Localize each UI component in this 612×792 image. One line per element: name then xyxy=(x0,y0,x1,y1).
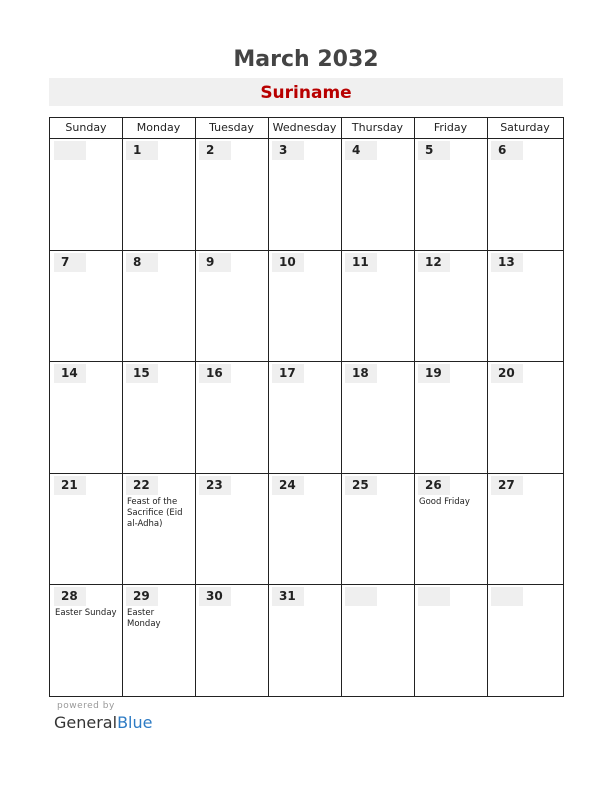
day-cell-19[interactable] xyxy=(414,362,487,473)
day-cell-28[interactable] xyxy=(50,585,122,697)
page-title: March 2032 xyxy=(233,47,379,72)
generalblue-logo[interactable] xyxy=(54,713,152,732)
day-number: 4 xyxy=(352,143,361,157)
powered-by-label: powered by xyxy=(57,701,115,711)
day-cell-21[interactable] xyxy=(50,474,122,585)
day-number: 20 xyxy=(498,366,515,381)
column-divider xyxy=(268,118,269,696)
day-cell-9[interactable] xyxy=(195,251,268,362)
day-number: 2 xyxy=(206,143,215,157)
day-cell-8[interactable] xyxy=(122,251,195,362)
weekday-header-sunday: Sunday xyxy=(65,121,107,134)
day-number: 21 xyxy=(61,477,78,492)
day-cell-18[interactable] xyxy=(341,362,414,473)
day-cell-7[interactable] xyxy=(50,251,122,362)
day-number: 8 xyxy=(133,254,142,269)
day-cell-5[interactable] xyxy=(414,139,487,250)
day-number: 13 xyxy=(498,254,515,269)
column-divider xyxy=(195,118,196,696)
day-number: 27 xyxy=(498,477,515,492)
day-cell-26[interactable] xyxy=(414,474,487,585)
day-number: 19 xyxy=(425,366,442,381)
day-cell-22[interactable] xyxy=(122,474,195,585)
day-cell-3[interactable] xyxy=(268,139,341,250)
day-number: 6 xyxy=(498,143,507,157)
day-cell-25[interactable] xyxy=(341,474,414,585)
day-number: 1 xyxy=(133,143,142,157)
day-number: 26 xyxy=(425,477,442,492)
day-cell-4[interactable] xyxy=(341,139,414,250)
day-number: 24 xyxy=(279,477,296,492)
day-number-box xyxy=(491,587,523,606)
day-cell-13[interactable] xyxy=(487,251,563,362)
day-number: 14 xyxy=(61,366,78,381)
day-cell-27[interactable] xyxy=(487,474,563,585)
day-number: 9 xyxy=(206,254,215,269)
weekday-header-tuesday: Tuesday xyxy=(209,121,254,134)
day-number: 10 xyxy=(279,254,296,269)
day-number: 25 xyxy=(352,477,369,492)
day-cell-12[interactable] xyxy=(414,251,487,362)
day-cell-16[interactable] xyxy=(195,362,268,473)
empty-day-cell xyxy=(341,585,414,697)
day-number: 29 xyxy=(133,589,150,604)
weekday-header-saturday: Saturday xyxy=(500,121,550,134)
empty-day-cell xyxy=(50,139,122,250)
column-divider xyxy=(487,118,488,696)
day-number: 23 xyxy=(206,477,223,492)
day-cell-23[interactable] xyxy=(195,474,268,585)
column-divider xyxy=(122,118,123,696)
weekday-header-wednesday: Wednesday xyxy=(272,121,337,134)
brand-blue-text: Blue xyxy=(117,713,153,732)
day-number: 5 xyxy=(425,143,434,157)
day-cell-6[interactable] xyxy=(487,139,563,250)
day-cell-30[interactable] xyxy=(195,585,268,697)
brand-general-text: General xyxy=(54,713,118,732)
day-number: 30 xyxy=(206,589,223,604)
weekday-header-thursday: Thursday xyxy=(351,121,404,134)
day-number-box xyxy=(418,587,450,606)
empty-day-cell xyxy=(487,585,563,697)
day-number: 18 xyxy=(352,366,369,381)
day-number: 22 xyxy=(133,477,150,492)
day-number: 15 xyxy=(133,366,150,381)
weekday-header-monday: Monday xyxy=(136,121,181,134)
day-cell-17[interactable] xyxy=(268,362,341,473)
day-cell-14[interactable] xyxy=(50,362,122,473)
day-cell-31[interactable] xyxy=(268,585,341,697)
day-cell-29[interactable] xyxy=(122,585,195,697)
day-cell-15[interactable] xyxy=(122,362,195,473)
day-number: 11 xyxy=(352,254,369,269)
day-number: 31 xyxy=(279,589,296,604)
country-name: Suriname xyxy=(260,83,352,103)
day-cell-24[interactable] xyxy=(268,474,341,585)
day-number: 7 xyxy=(61,254,70,269)
day-number-box xyxy=(345,587,377,606)
holiday-event: Easter Monday xyxy=(127,608,161,630)
holiday-event: Easter Sunday xyxy=(55,608,117,619)
day-cell-2[interactable] xyxy=(195,139,268,250)
day-number: 28 xyxy=(61,589,78,604)
day-number: 3 xyxy=(279,143,288,157)
day-number: 17 xyxy=(279,366,296,381)
column-divider xyxy=(341,118,342,696)
day-number: 16 xyxy=(206,366,223,381)
day-number: 12 xyxy=(425,254,442,269)
day-cell-11[interactable] xyxy=(341,251,414,362)
day-cell-10[interactable] xyxy=(268,251,341,362)
calendar-grid xyxy=(49,117,564,697)
weekday-header-friday: Friday xyxy=(433,121,468,134)
holiday-event: Good Friday xyxy=(419,496,470,507)
empty-day-cell xyxy=(414,585,487,697)
day-cell-20[interactable] xyxy=(487,362,563,473)
country-banner xyxy=(49,78,563,106)
day-cell-1[interactable] xyxy=(122,139,195,250)
column-divider xyxy=(414,118,415,696)
day-number-box xyxy=(54,141,86,160)
holiday-event: Feast of the Sacrifice (Eid al-Adha) xyxy=(127,496,183,529)
